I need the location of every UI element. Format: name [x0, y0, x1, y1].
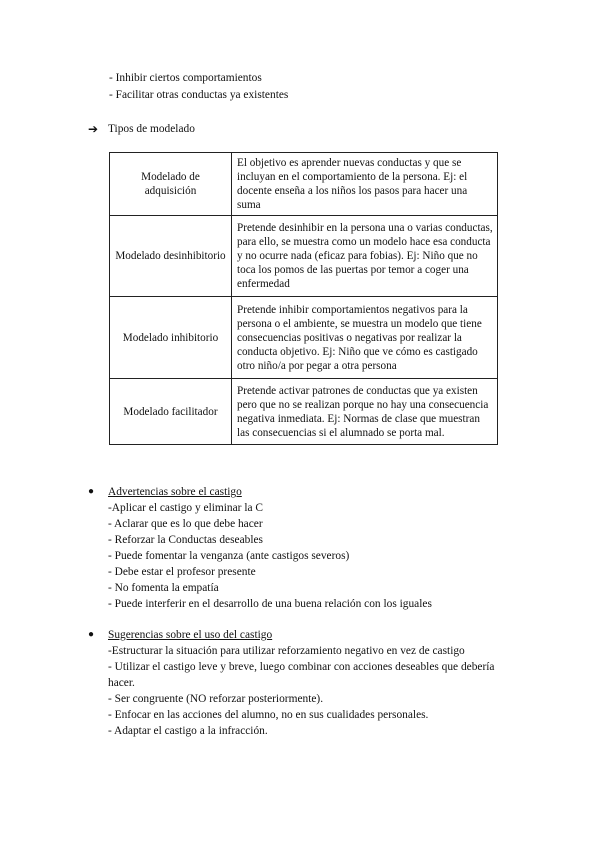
table-row — [110, 379, 498, 445]
advertencias-item: - No fomenta la empatía — [108, 582, 219, 594]
advertencias-item: - Puede interferir en el desarrollo de una buena relación con los iguales — [108, 598, 432, 610]
advertencias-item: - Puede fomentar la venganza (ante castigos severos) — [108, 550, 350, 562]
model-desc-cell: El objetivo es aprender nuevas conductas y que se incluyan en el comportamiento de la persona. Ej: el docente enseña a los niños los pasos para hacer una suma — [232, 153, 498, 216]
sugerencias-item: -Estructurar la situación para utilizar reforzamiento negativo en vez de castigo — [108, 645, 465, 657]
model-desc-cell: Pretende activar patrones de conductas que ya existen pero que no se realizan porque no hay una consecuencia negativa inmediata. Ej: Normas de clase que muestran las consecuencias si el alumnado se porta mal. — [232, 379, 498, 445]
advertencias-item: -Aplicar el castigo y eliminar la C — [108, 502, 263, 514]
arrow-icon: ➔ — [88, 122, 99, 136]
bullet-icon: ● — [88, 629, 95, 640]
advertencias-item: - Debe estar el profesor presente — [108, 566, 256, 578]
tipos-heading: Tipos de modelado — [108, 123, 195, 135]
sugerencias-title: Sugerencias sobre el uso del castigo — [108, 629, 273, 641]
model-name-cell: Modelado facilitador — [110, 379, 232, 445]
table-row — [110, 297, 498, 379]
advertencias-item: - Reforzar la Conductas deseables — [108, 534, 263, 546]
sugerencias-item: - Adaptar el castigo a la infracción. — [108, 725, 268, 737]
modelado-table — [109, 152, 498, 445]
advertencias-item: - Aclarar que es lo que debe hacer — [108, 518, 263, 530]
bullet-icon: ● — [88, 486, 95, 497]
sugerencias-item: - Utilizar el castigo leve y breve, luego combinar con acciones deseables que debería — [108, 661, 495, 673]
sugerencias-item: hacer. — [108, 677, 135, 689]
table-row — [110, 216, 498, 297]
advertencias-title: Advertencias sobre el castigo — [108, 486, 242, 498]
sugerencias-item: - Enfocar en las acciones del alumno, no en sus cualidades personales. — [108, 709, 429, 721]
top-list-item: - Facilitar otras conductas ya existentes — [109, 89, 289, 101]
model-desc-cell: Pretende inhibir comportamientos negativos para la persona o el ambiente, se muestra un modelo que tiene consecuencias positivas o negativas por realizar la conducta objetivo. Ej: Niño que ve cómo es castigado otro niño/a por pegar a otra persona — [232, 297, 498, 379]
model-desc-cell: Pretende desinhibir en la persona una o varias conductas, para ello, se muestra como un modelo hace esa conducta y no ocurre nada (eficaz para fobias). Ej: Niño que no toca los pomos de las puertas por temor a coger una enfermedad — [232, 216, 498, 297]
model-name-cell: Modelado desinhibitorio — [110, 216, 232, 297]
table-row — [110, 153, 498, 216]
model-name-cell: Modelado inhibitorio — [110, 297, 232, 379]
model-name-cell: Modelado de adquisición — [110, 153, 232, 216]
top-list-item: - Inhibir ciertos comportamientos — [109, 72, 262, 84]
sugerencias-item: - Ser congruente (NO reforzar posteriormente). — [108, 693, 324, 705]
